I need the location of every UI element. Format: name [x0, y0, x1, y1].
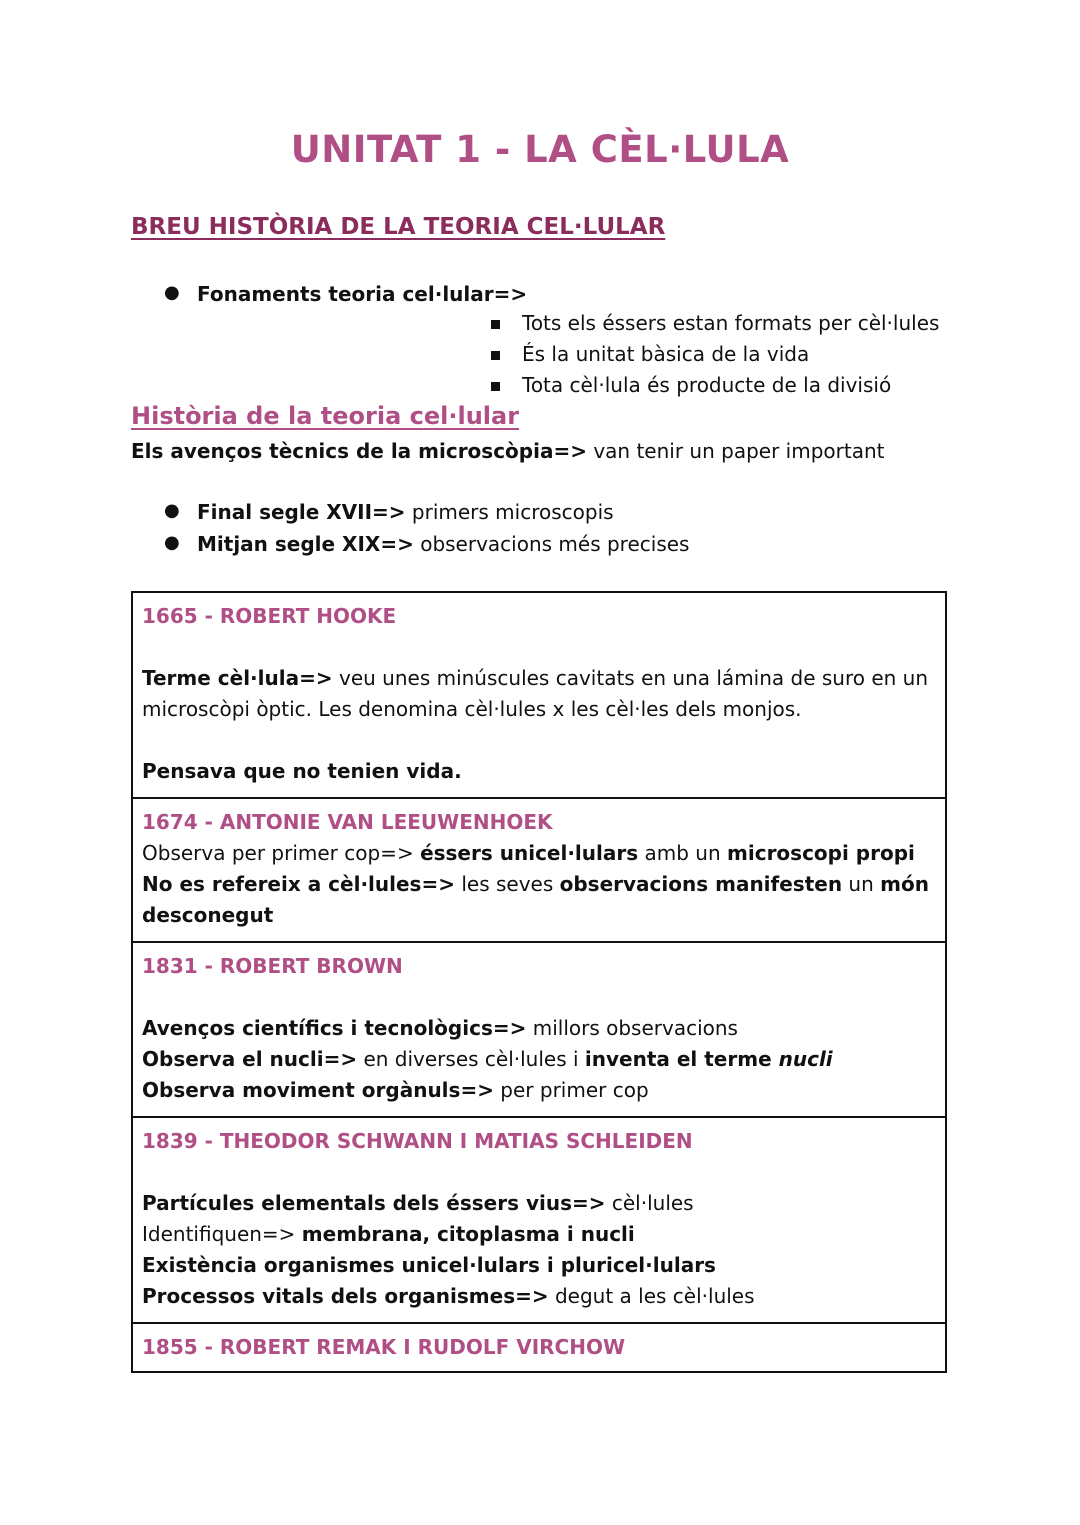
hooke-p1-cont: microscòpi òptic. Les denomina cèl·lules x les cèl·les dels monjos. [142, 697, 802, 721]
brown-l2-bold2: inventa el terme [584, 1047, 779, 1071]
schwann-l2-bold: membrana, citoplasma i nucli [301, 1222, 635, 1246]
brown-l1-text: millors observacions [526, 1016, 738, 1040]
century-1-bold: Final segle XVII=> [197, 500, 406, 524]
bullet-dot-icon: ● [164, 500, 180, 521]
table-row [132, 592, 946, 798]
intro-paragraph [131, 436, 884, 467]
brown-l3-bold: Observa moviment orgànuls=> [142, 1078, 494, 1102]
lw-l2-e: món [880, 872, 929, 896]
lw-l1-d: microscopi propi [727, 841, 915, 865]
remak-cell [132, 1323, 946, 1372]
century-2-text: observacions més precises [413, 532, 690, 556]
lw-l1-b: éssers unicel·lulars [420, 841, 639, 865]
square-bullet-icon [491, 320, 500, 329]
leeuwenhoek-line-1 [142, 838, 936, 869]
lw-l1-a: Observa per primer cop=> [142, 841, 421, 865]
schwann-l1-bold: Partícules elementals dels éssers vius=> [142, 1191, 606, 1215]
hooke-p2: Pensava que no tenien vida. [142, 759, 462, 783]
hooke-cell [132, 592, 946, 798]
fonament-item-2: És la unitat bàsica de la vida [522, 342, 810, 366]
schwann-line-4 [142, 1281, 936, 1312]
leeuwenhoek-line-3: desconegut [142, 903, 274, 927]
century-1-text: primers microscopis [405, 500, 614, 524]
fonament-item-3: Tota cèl·lula és producte de la divisió [522, 373, 892, 397]
brown-l3-text: per primer cop [493, 1078, 649, 1102]
schwann-line-1 [142, 1188, 936, 1219]
century-item-2 [197, 529, 689, 560]
bullet-dot-icon: ● [164, 282, 180, 303]
table-row [132, 1117, 946, 1323]
square-bullet-icon [491, 351, 500, 360]
lw-l1-c: amb un [638, 841, 728, 865]
lw-l2-b: les seves [454, 872, 560, 896]
schwann-heading: 1839 - THEODOR SCHWANN I MATIAS SCHLEIDEN [142, 1129, 693, 1153]
brown-l2-italic: nucli [778, 1047, 833, 1071]
schwann-l4-bold: Processos vitals dels organismes=> [142, 1284, 549, 1308]
century-2-bold: Mitjan segle XIX=> [197, 532, 414, 556]
schwann-l1-text: cèl·lules [605, 1191, 694, 1215]
fonaments-label: Fonaments teoria cel·lular=> [197, 282, 528, 306]
schwann-line-2 [142, 1219, 936, 1250]
table-row [132, 1323, 946, 1372]
leeuwenhoek-heading: 1674 - ANTONIE VAN LEEUWENHOEK [142, 810, 553, 834]
brown-l2-text: en diverses cèl·lules i [357, 1047, 585, 1071]
history-table [131, 591, 947, 1373]
table-row [132, 942, 946, 1117]
table-row [132, 798, 946, 942]
brown-l1-bold: Avenços científics i tecnològics=> [142, 1016, 527, 1040]
brown-cell [132, 942, 946, 1117]
schwann-cell [132, 1117, 946, 1323]
intro-bold: Els avenços tècnics de la microscòpia=> [131, 439, 587, 463]
lw-l2-d: un [842, 872, 881, 896]
lw-l2-c: observacions manifesten [559, 872, 843, 896]
schwann-l4-text: degut a les cèl·lules [548, 1284, 755, 1308]
remak-heading: 1855 - ROBERT REMAK I RUDOLF VIRCHOW [142, 1335, 626, 1359]
square-bullet-icon [491, 382, 500, 391]
leeuwenhoek-line-2 [142, 869, 936, 900]
hooke-p1-text: veu unes minúscules cavitats en una lámina de suro en un [332, 666, 929, 690]
schwann-l2-text: Identifiquen=> [142, 1222, 302, 1246]
bullet-dot-icon: ● [164, 532, 180, 553]
leeuwenhoek-cell [132, 798, 946, 942]
lw-l2-a: No es refereix a cèl·lules=> [142, 872, 455, 896]
schwann-line-3: Existència organismes unicel·lulars i pluricel·lulars [142, 1253, 716, 1277]
brown-l2-bold: Observa el nucli=> [142, 1047, 358, 1071]
fonament-item-1: Tots els éssers estan formats per cèl·lules [522, 311, 940, 335]
brown-line-1 [142, 1013, 936, 1044]
section-heading: BREU HISTÒRIA DE LA TEORIA CEL·LULAR [131, 214, 666, 240]
century-item-1 [197, 497, 614, 528]
intro-text: van tenir un paper important [586, 439, 885, 463]
brown-line-3 [142, 1075, 936, 1106]
brown-line-2 [142, 1044, 936, 1075]
page-title: UNITAT 1 - LA CÈL·LULA [290, 128, 790, 171]
hooke-heading: 1665 - ROBERT HOOKE [142, 604, 397, 628]
hooke-p1-bold: Terme cèl·lula=> [142, 666, 333, 690]
brown-heading: 1831 - ROBERT BROWN [142, 954, 403, 978]
hooke-p1 [142, 663, 936, 694]
subheading: Història de la teoria cel·lular [131, 402, 520, 430]
